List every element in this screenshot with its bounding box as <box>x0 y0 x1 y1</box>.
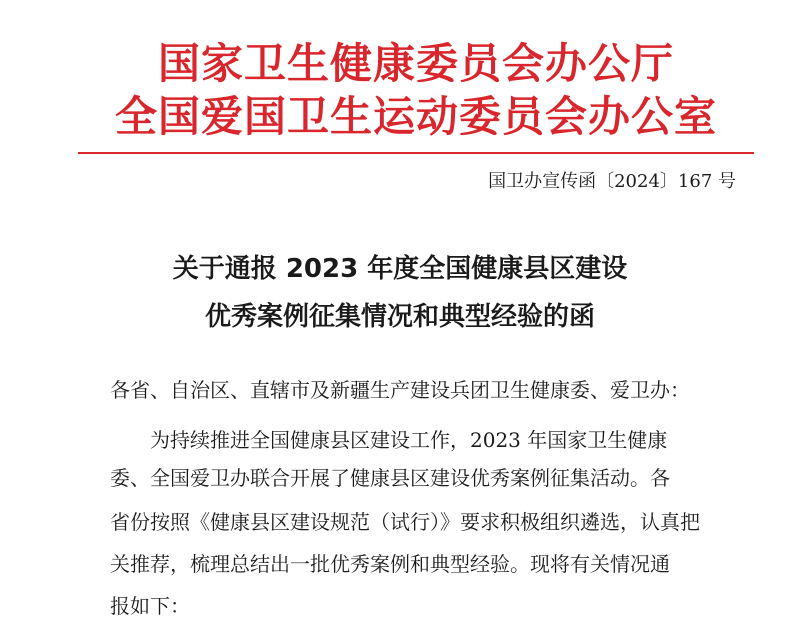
body-line-1: 为持续推进全国健康县区建设工作，2023 年国家卫生健康 <box>150 428 668 452</box>
document-title-line-2: 优秀案例征集情况和典型经验的函 <box>204 302 595 332</box>
body-line-2: 委、全国爱卫办联合开展了健康县区建设优秀案例征集活动。各 <box>110 466 670 490</box>
body-line-3: 省份按照《健康县区建设规范（试行）》要求积极组织遴选，认真把 <box>110 510 700 534</box>
recipient-line: 各省、自治区、直辖市及新疆生产建设兵团卫生健康委、爱卫办： <box>110 378 690 402</box>
document-title-line-1: 关于通报 2023 年度全国健康县区建设 <box>172 254 628 284</box>
issuer-line-1: 国家卫生健康委员会办公厅 <box>157 39 674 88</box>
body-line-4: 关推荐，梳理总结出一批优秀案例和典型经验。现将有关情况通 <box>110 552 670 576</box>
document-number: 国卫办宣传函〔2024〕167 号 <box>488 171 736 192</box>
issuer-line-2: 全国爱国卫生运动委员会办公室 <box>114 92 717 141</box>
red-header-rule <box>78 152 754 154</box>
body-line-5: 报如下： <box>110 594 190 618</box>
